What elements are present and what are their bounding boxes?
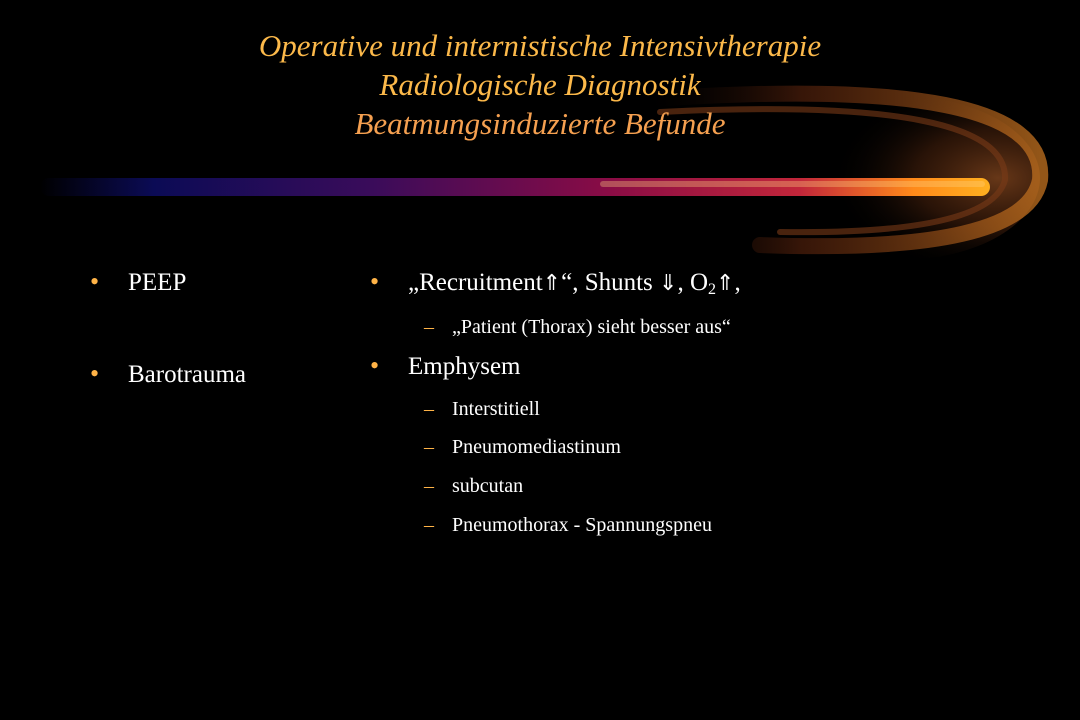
bullet-dot: • bbox=[370, 351, 380, 380]
bullet-text: Pneumothorax - Spannungspneu bbox=[452, 514, 712, 536]
bullet-text: Interstitiell bbox=[452, 398, 540, 420]
bullet-dash: – bbox=[424, 514, 434, 536]
bullet-dot: • bbox=[90, 267, 100, 296]
right-subbullet-pneumothorax bbox=[424, 512, 844, 538]
oxygen-label: , O bbox=[677, 269, 709, 296]
bullet-text: subcutan bbox=[452, 475, 524, 497]
swoosh-bar-highlight bbox=[600, 181, 985, 187]
oxygen-subscript: 2 bbox=[708, 281, 717, 298]
bullet-dot: • bbox=[370, 267, 380, 296]
title-line-1: Operative und internistische Intensivtherapie bbox=[258, 28, 822, 63]
title-line-2: Radiologische Diagnostik bbox=[379, 67, 701, 102]
up-arrow-icon: ⇑ bbox=[542, 271, 562, 296]
right-subbullet-patient bbox=[424, 314, 844, 340]
bullet-dash: – bbox=[424, 475, 434, 497]
bullet-dot: • bbox=[90, 359, 100, 388]
left-bullet-peep bbox=[90, 268, 290, 298]
bullet-text: Barotrauma bbox=[128, 361, 247, 388]
recruitment-label: „Recruitment bbox=[408, 269, 543, 296]
trailing-comma: , bbox=[734, 269, 741, 296]
shunts-label: “, Shunts bbox=[561, 269, 660, 296]
bullet-dash: – bbox=[424, 398, 434, 420]
bullet-text: Emphysem bbox=[408, 353, 521, 380]
bullet-text: Pneumomediastinum bbox=[452, 436, 621, 458]
bullet-text: „Patient (Thorax) sieht besser aus“ bbox=[452, 316, 731, 338]
right-subbullet-subcutan bbox=[424, 473, 724, 499]
bullet-dash: – bbox=[424, 316, 434, 338]
right-subbullet-pneumomediastinum bbox=[424, 434, 724, 460]
right-subbullet-interstitiell bbox=[424, 396, 724, 422]
bullet-text bbox=[408, 268, 741, 305]
right-bullet-emphysem bbox=[370, 352, 670, 382]
slide-title bbox=[0, 26, 1080, 143]
title-line-3: Beatmungsinduzierte Befunde bbox=[354, 106, 726, 141]
up-arrow-icon: ⇑ bbox=[716, 271, 735, 296]
bullet-text: PEEP bbox=[128, 269, 187, 296]
down-arrow-icon: ⇓ bbox=[659, 271, 678, 296]
left-bullet-barotrauma bbox=[90, 360, 310, 390]
bullet-dash: – bbox=[424, 436, 434, 458]
right-bullet-recruitment bbox=[370, 268, 850, 298]
